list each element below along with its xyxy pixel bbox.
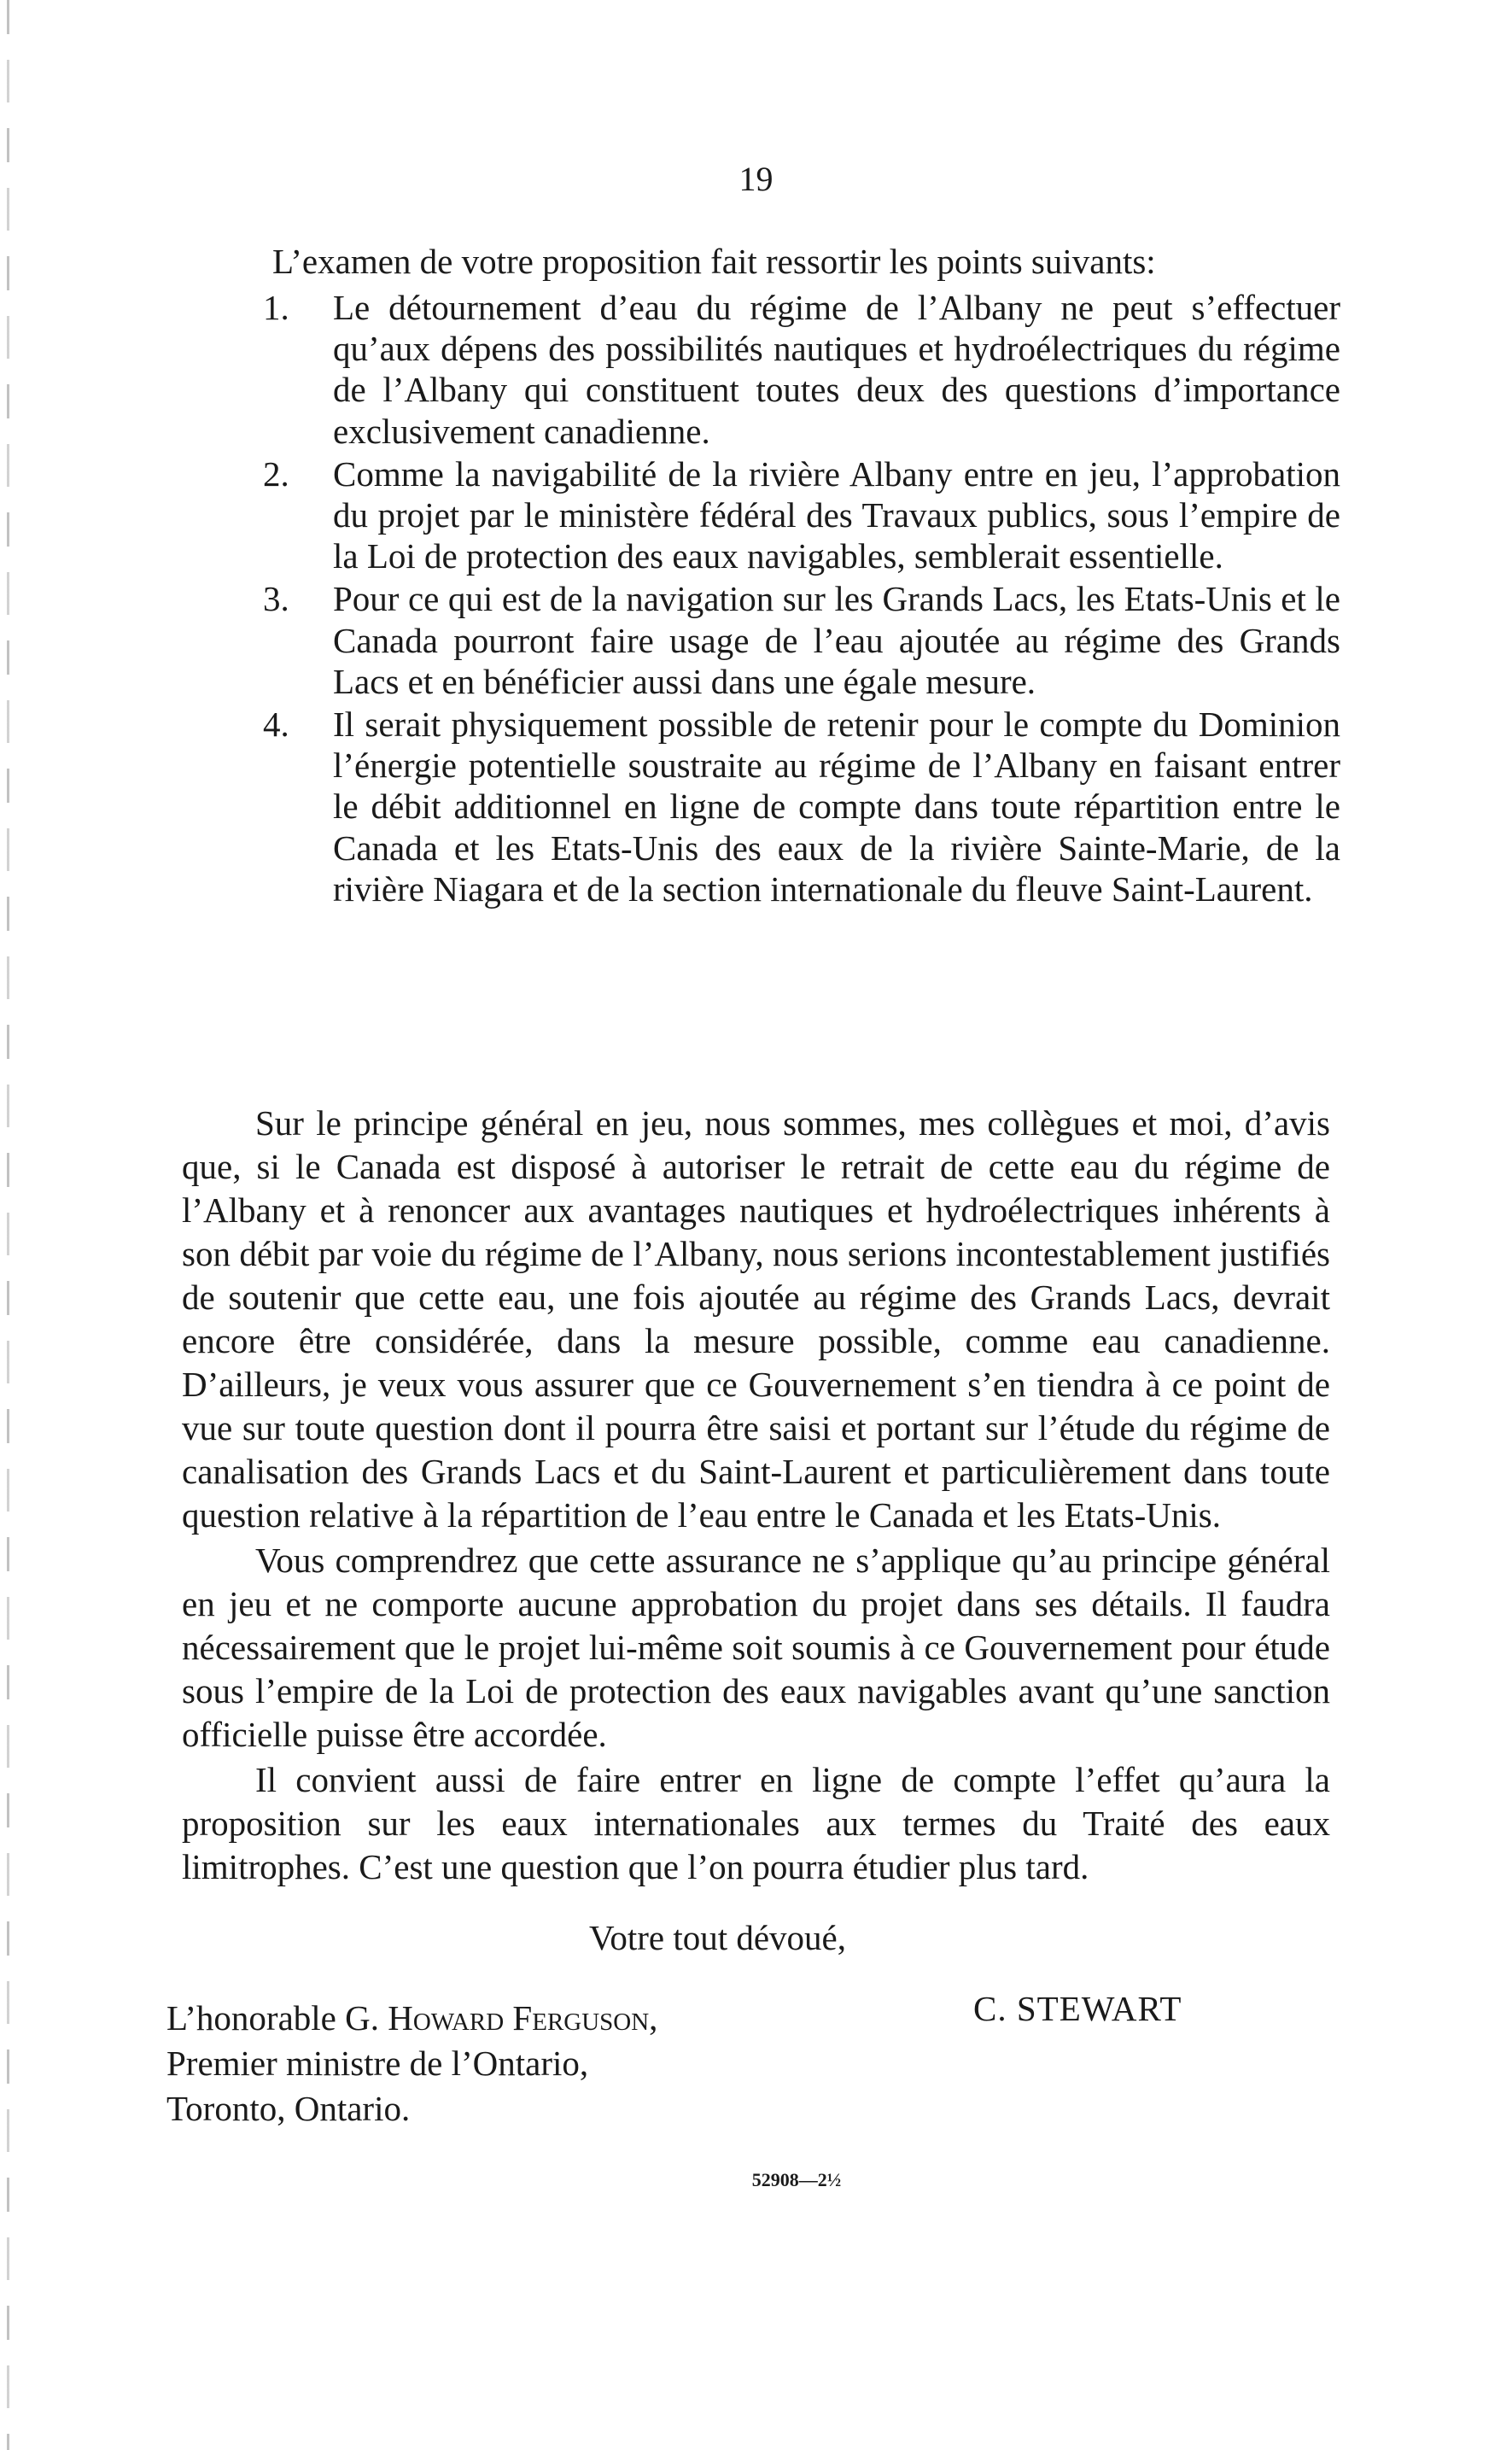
point-number: 3. (263, 579, 289, 619)
body-paragraph: Vous comprendrez que cette assurance ne s’applique qu’au principe général en jeu et ne comporte aucune approbation du projet dans ses détails. Il faudra nécessairement que le projet lui-même soit soumis à ce Gouvernement pour étude sous l’empire de la Loi de protection des eaux navigables avant qu’une sanction officielle puisse être accordée. (182, 1541, 1330, 1754)
point-text: Le détournement d’eau du régime de l’Albany ne peut s’effectuer qu’aux dépens des possibilités nautiques et hydroélectriques du régime de l’Albany qui constituent toutes deux des questions d’importance exclusivement canadienne. (333, 288, 1340, 451)
signature-name: C. STEWART (973, 1989, 1182, 2028)
point-text: Comme la navigabilité de la rivière Albany entre en jeu, l’approbation du projet par le ministère fédéral des Travaux publics, sous l’empire de la Loi de protection des eaux navigables, semblerait essentielle. (333, 453, 1340, 576)
point-number: 4. (263, 705, 289, 745)
point-text: Il serait physiquement possible de retenir pour le compte du Dominion l’énergie potentielle soustraite au régime de l’Albany en faisant entrer le débit additionnel en ligne de compte dans toute répartition entre le Canada et les Etats-Unis des eaux de la rivière Sainte-Marie, de la rivière Niagara et de la section internationale du fleuve Saint-Laurent. (333, 705, 1340, 909)
body-paragraph: Sur le principe général en jeu, nous sommes, mes collègues et moi, d’avis que, si le Canada est disposé à autoriser le retrait de cette eau du régime de l’Albany et à renoncer aux avantages nautiques et hydroélectriques inhérents à son débit par voie du régime de l’Albany, nous serions incontestablement justifiés de soutenir que cette eau, une fois ajoutée au régime des Grands Lacs, devrait encore être considérée, dans la mesure possible, comme eau canadienne. D’ailleurs, je veux vous assurer que ce Gouvernement s’en tiendra à ce point de vue sur toute question dont il pourra être saisi et portant sur l’étude du régime de canalisation des Grands Lacs et du Saint-Laurent et particulièrement dans toute question relative à la répartition de l’eau entre le Canada et les Etats-Unis. (182, 1103, 1330, 1535)
page-number: 19 (738, 160, 774, 198)
numbered-points-list (256, 287, 1340, 911)
list-item (256, 287, 1340, 452)
list-item (256, 578, 1340, 702)
point-number: 1. (263, 288, 289, 327)
body-paragraph: Il convient aussi de faire entrer en ligne de compte l’effet qu’aura la proposition sur les eaux internationales aux termes du Traité des eaux limitrophes. C’est une question que l’on pourra étudier plus tard. (182, 1760, 1330, 1886)
addressee-line (166, 1996, 657, 2041)
scan-edge-mark (7, 0, 9, 2450)
addressee-prefix: L’honorable G. (166, 1998, 388, 2038)
letter-body (182, 1102, 1330, 1891)
list-item (256, 704, 1340, 909)
addressee-title: Premier ministre de l’Ontario, (166, 2044, 589, 2083)
print-code: 52908—2½ (751, 2169, 842, 2190)
point-text: Pour ce qui est de la navigation sur les Grands Lacs, les Etats-Unis et le Canada pourront faire usage de l’eau ajoutée au régime des Grands Lacs et en bénéficier aussi dans une égale mesure. (333, 579, 1340, 701)
addressee-name: Howard Ferguson, (388, 1998, 658, 2038)
addressee-block (166, 1996, 657, 2131)
point-number: 2. (263, 453, 289, 494)
intro-sentence: L’examen de votre proposition fait ressortir les points suivants: (272, 242, 1156, 281)
closing-salutation: Votre tout dévoué, (589, 1918, 846, 1957)
list-item (256, 453, 1340, 577)
addressee-city: Toronto, Ontario. (166, 2089, 411, 2128)
